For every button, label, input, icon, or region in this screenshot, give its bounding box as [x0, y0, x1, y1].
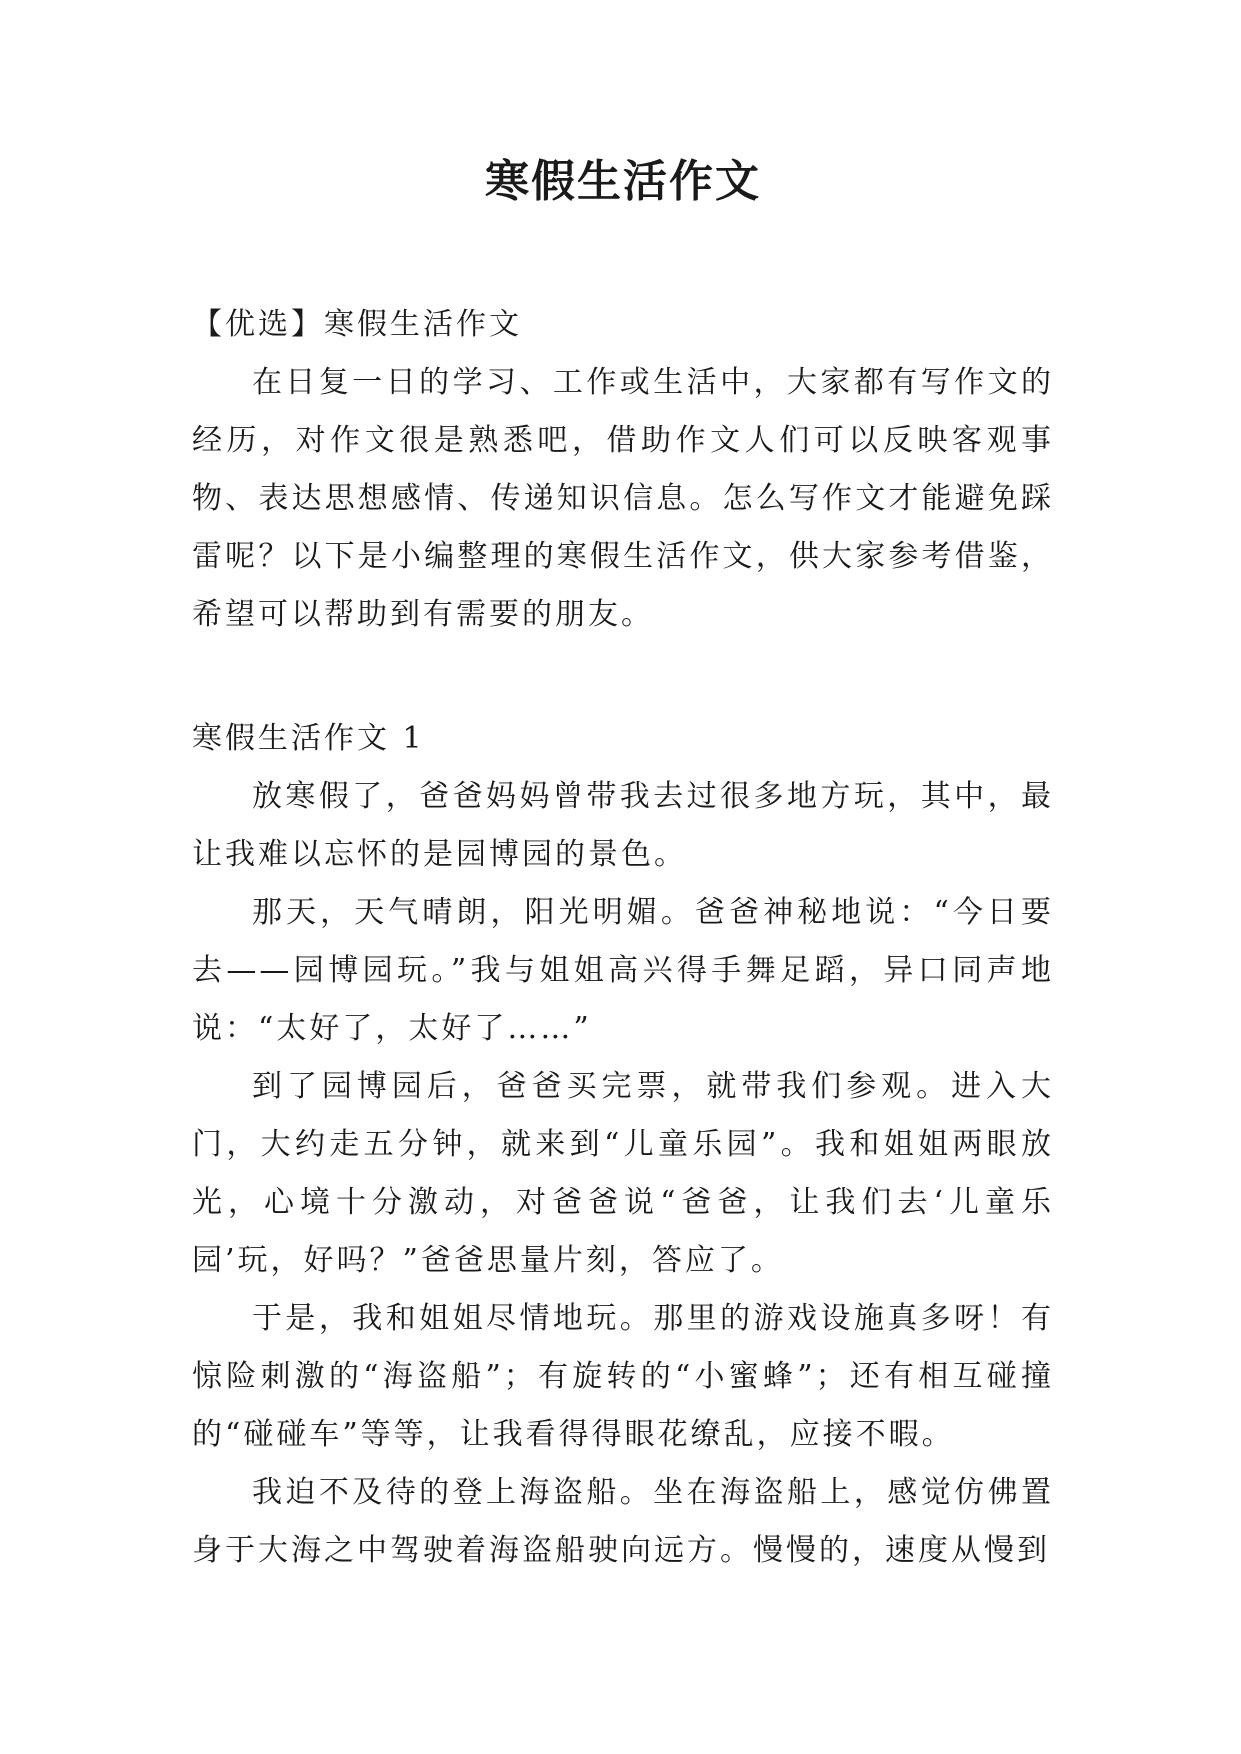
body-paragraph: 到了园博园后，爸爸买完票，就带我们参观。进入大门，大约走五分钟，就来到“儿童乐园”。我和姐姐两眼放光，心境十分激动，对爸爸说“爸爸，让我们去‘儿童乐园’玩，好吗？”爸爸思量片刻，答应了。: [192, 1069, 1054, 1278]
document-page: [192, 150, 1054, 1580]
document-title: 寒假生活作文: [485, 156, 761, 207]
section-heading: 寒假生活作文 1: [192, 721, 425, 756]
body-paragraph: 放寒假了，爸爸妈妈曾带我去过很多地方玩，其中，最让我难以忘怀的是园博园的景色。: [192, 779, 1054, 872]
body-paragraph: 我迫不及待的登上海盗船。坐在海盗船上，感觉仿佛置身于大海之中驾驶着海盗船驶向远方。慢慢的，速度从慢到: [192, 1475, 1054, 1568]
document-subtitle: 【优选】寒假生活作文: [192, 307, 522, 342]
body-paragraph: 于是，我和姐姐尽情地玩。那里的游戏设施真多呀！有惊险刺激的“海盗船”；有旋转的“小蜜蜂”；还有相互碰撞的“碰碰车”等等，让我看得得眼花缭乱，应接不暇。: [192, 1301, 1054, 1452]
intro-paragraph: 在日复一日的学习、工作或生活中，大家都有写作文的经历，对作文很是熟悉吧，借助作文人们可以反映客观事物、表达思想感情、传递知识信息。怎么写作文才能避免踩雷呢？以下是小编整理的寒假生活作文，供大家参考借鉴，希望可以帮助到有需要的朋友。: [192, 365, 1054, 632]
body-paragraph: 那天，天气晴朗，阳光明媚。爸爸神秘地说：“今日要去——园博园玩。”我与姐姐高兴得手舞足蹈，异口同声地说：“太好了，太好了……”: [192, 895, 1054, 1046]
